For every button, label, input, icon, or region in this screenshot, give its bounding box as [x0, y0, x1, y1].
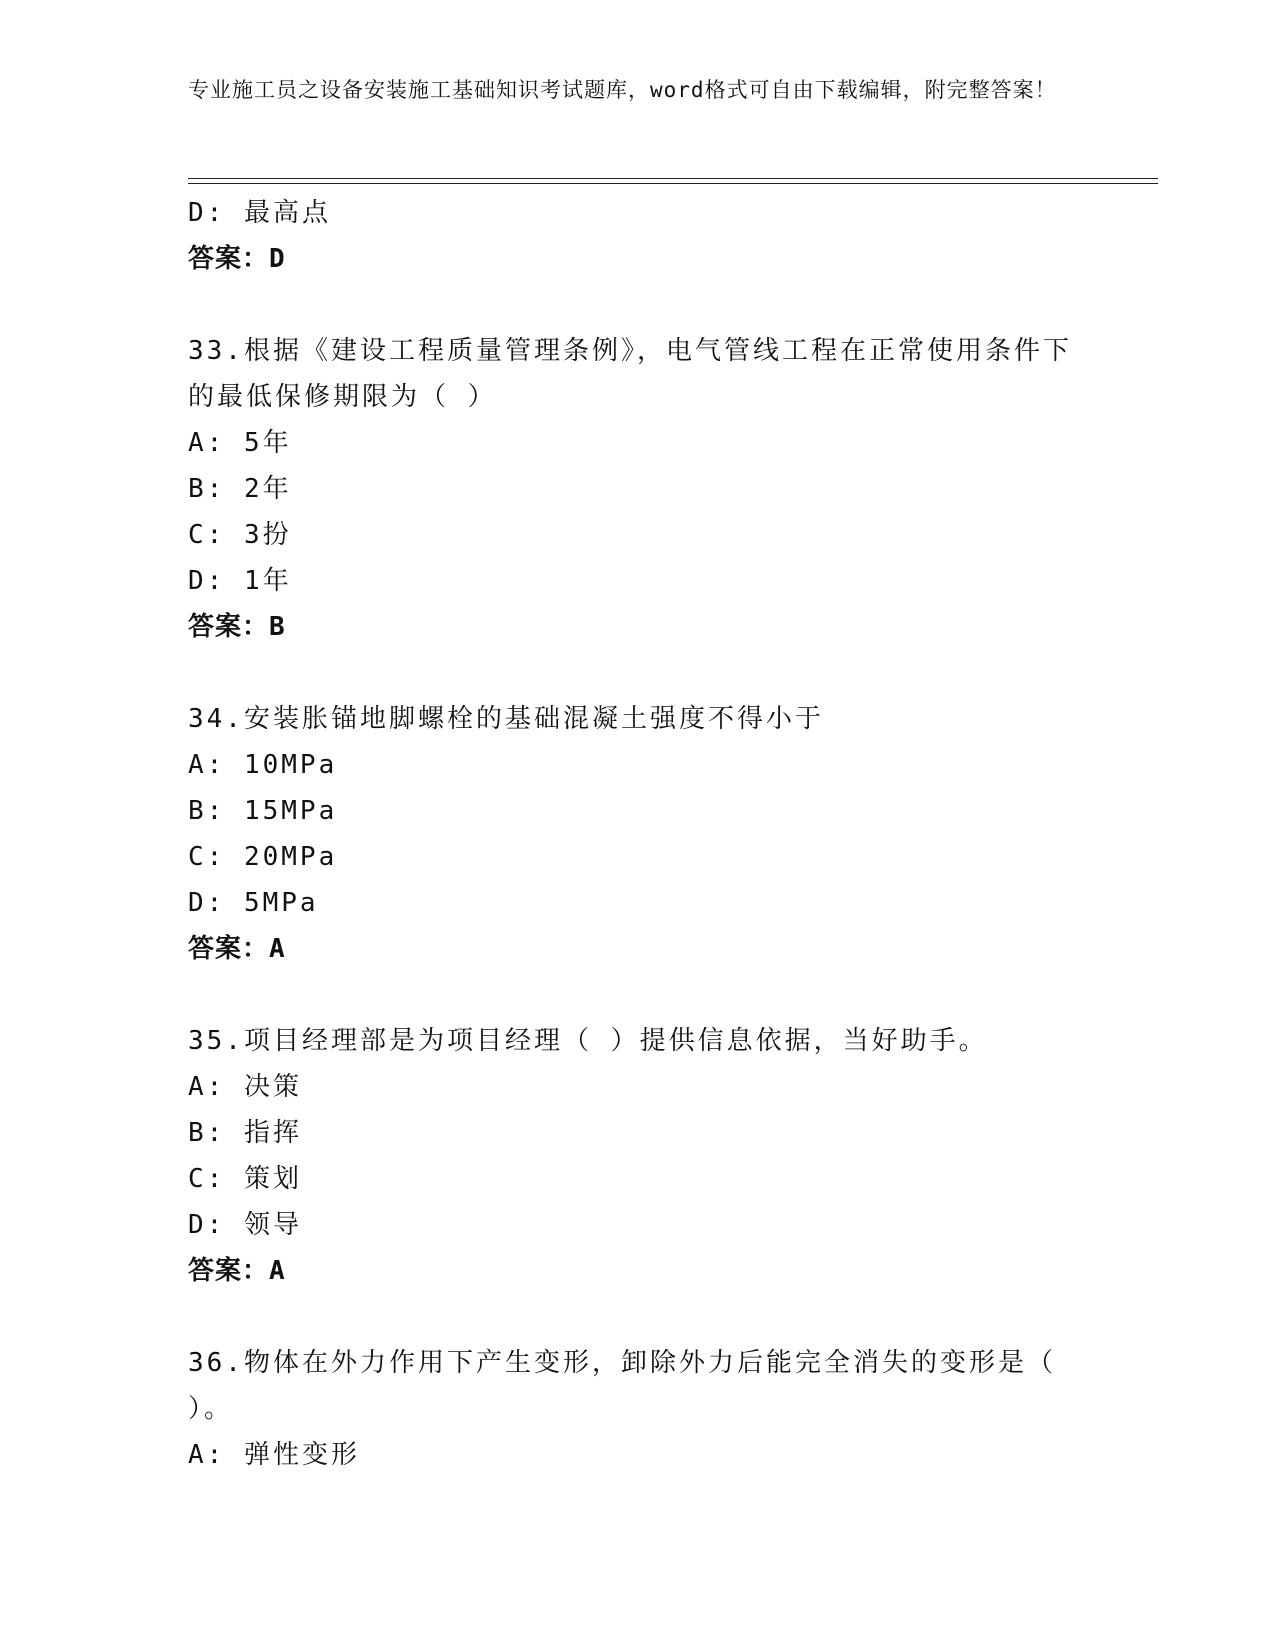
- question-text: 35.项目经理部是为项目经理（ ）提供信息依据，当好助手。: [188, 1026, 988, 1056]
- document-title: 专业施工员之设备安装施工基础知识考试题库，word格式可自由下载编辑，附完整答案！: [188, 78, 1057, 102]
- option-a: A: 决策: [188, 1072, 302, 1102]
- question-36: [188, 1340, 1088, 1478]
- answer: 答案：D: [188, 244, 286, 274]
- document-header: [188, 74, 1068, 106]
- answer: 答案：A: [188, 934, 286, 964]
- option-c: C: 策划: [188, 1164, 302, 1194]
- option-b: B: 2年: [188, 474, 292, 504]
- option-d: D: 5MPa: [188, 888, 319, 918]
- header-divider-top: [188, 178, 1158, 179]
- question-34: [188, 696, 1088, 972]
- question-text: 36.物体在外力作用下产生变形，卸除外力后能完全消失的变形是（ ）。: [188, 1348, 1056, 1424]
- question-text: 33.根据《建设工程质量管理条例》，电气管线工程在正常使用条件下的最低保修期限为（ ）: [188, 336, 1072, 412]
- option-d: D: 1年: [188, 566, 292, 596]
- option-c: C: 20MPa: [188, 842, 338, 872]
- option-c: C: 3扮: [188, 520, 292, 550]
- option-d: D: 最高点: [188, 198, 331, 228]
- option-b: B: 指挥: [188, 1118, 302, 1148]
- question-text: 34.安装胀锚地脚螺栓的基础混凝土强度不得小于: [188, 704, 824, 734]
- answer: 答案：A: [188, 1256, 286, 1286]
- question-list: [188, 190, 1088, 1478]
- question-33: [188, 328, 1088, 650]
- option-a: A: 10MPa: [188, 750, 338, 780]
- option-b: B: 15MPa: [188, 796, 338, 826]
- question-32-tail: [188, 190, 1088, 282]
- answer: 答案：B: [188, 612, 286, 642]
- option-a: A: 5年: [188, 428, 292, 458]
- option-a: A: 弹性变形: [188, 1440, 360, 1470]
- option-d: D: 领导: [188, 1210, 302, 1240]
- question-35: [188, 1018, 1088, 1294]
- header-divider-bottom: [188, 183, 1158, 184]
